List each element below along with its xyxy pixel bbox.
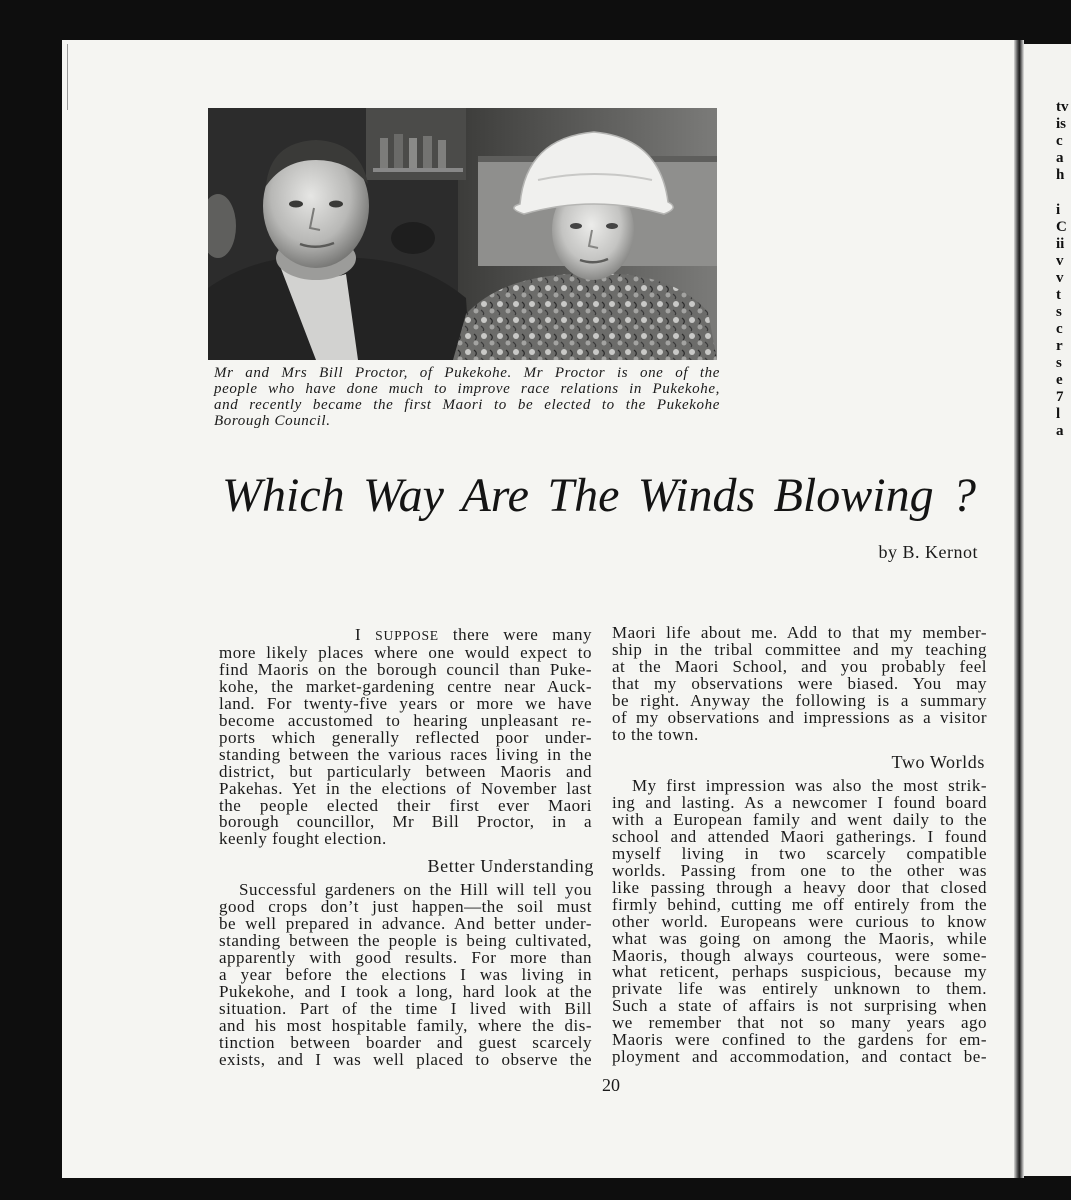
text-line: Maoris, though always courteous, were some- (612, 945, 987, 965)
text-line: district, but particularly between Maoris and (219, 761, 592, 781)
text-line: a year before the elections I was living in (219, 964, 592, 984)
lead-initial: I (355, 625, 362, 644)
fragment-text: C (1056, 219, 1067, 235)
text-line: the people elected their first ever Maori (219, 795, 592, 815)
binding-gutter (1014, 40, 1024, 1178)
text-line: standing between the people is being cultivated, (219, 930, 592, 950)
fragment-text: h (1056, 167, 1065, 183)
text-line: apparently with good results. For more than (219, 947, 592, 967)
photo-caption (214, 365, 720, 429)
text-line: we remember that not so many years ago (612, 1013, 987, 1033)
text-line: ports which generally reflected poor under- (219, 727, 592, 747)
caption-line: people who have done much to improve race relations in Pukekohe, (214, 381, 720, 397)
text-line: Pakehas. Yet in the elections of November last (219, 778, 592, 798)
caption-line: Mr and Mrs Bill Proctor, of Pukekohe. Mr Proctor is one of the (214, 365, 720, 381)
text-line: good crops don’t just happen—the soil must (219, 896, 592, 916)
fragment-text: 7 (1056, 389, 1064, 405)
text-line: Maoris were confined to the gardens for em- (612, 1030, 987, 1050)
adjacent-page-text-group-1 (1056, 99, 1071, 184)
fragment-text: l (1056, 406, 1061, 422)
text-line: exists, and I was well placed to observe the (219, 1049, 592, 1069)
fragment-text: t (1056, 287, 1061, 303)
fragment-text: tv (1056, 99, 1069, 115)
text-line: firmly behind, cutting me off entirely from the (612, 894, 987, 914)
text-line: worlds. Passing from one to the other was (612, 860, 987, 880)
text-line: ployment and accommodation, and contact be- (612, 1047, 987, 1067)
fragment-text: a (1056, 150, 1064, 166)
text-line: borough councillor, Mr Bill Proctor, in a (219, 812, 592, 832)
text-line: Pukekohe, and I took a long, hard look at the (219, 981, 592, 1001)
adjacent-page-text-group-2 (1056, 202, 1071, 440)
text-line: find Maoris on the borough council than Puke- (219, 659, 592, 679)
fragment-text: r (1056, 338, 1063, 354)
text-line: to the town. (612, 724, 699, 744)
article-byline: by B. Kernot (878, 542, 978, 562)
text-line: My first impression was also the most strik- (632, 776, 987, 795)
fragment-text: v (1056, 253, 1064, 269)
text-line: ing and lasting. As a newcomer I found board (612, 792, 987, 812)
text-line: private life was entirely unknown to them. (612, 979, 987, 999)
text-line: like passing through a heavy door that closed (612, 877, 987, 897)
fragment-text: e (1056, 372, 1063, 388)
page-edge-crease (67, 44, 68, 110)
fragment-text: s (1056, 355, 1062, 371)
left-column-paragraph-1 (219, 627, 592, 848)
text-line: land. For twenty-five years or more we have (219, 693, 592, 713)
text-line: be well prepared in advance. And better under- (219, 913, 592, 933)
text-line: school and attended Maori gatherings. I found (612, 826, 987, 846)
text-line: kohe, the market-gardening centre near Auck- (219, 676, 592, 696)
subheading-better-understanding: Better Understanding (427, 856, 594, 876)
text-line: with a European family and went daily to the (612, 809, 987, 829)
text-line: that my observations were biased. You may (612, 673, 987, 693)
left-column-paragraph-2 (219, 882, 592, 1068)
text-line: what was going on among the Maoris, while (612, 928, 987, 948)
text-line: and his most hospitable family, where the dis- (219, 1015, 592, 1035)
photo-mr-mrs-proctor (208, 108, 717, 360)
text-line: Maori life about me. Add to that my member- (612, 623, 987, 642)
text-line: keenly fought election. (219, 829, 387, 849)
subheading-two-worlds: Two Worlds (891, 752, 985, 772)
fragment-text: c (1056, 321, 1063, 337)
fragment-text: a (1056, 423, 1064, 439)
lead-rest: there were many (452, 625, 593, 644)
text-line: at the Maori School, and you probably feel (612, 656, 987, 676)
text-line: be right. Anyway the following is a summary (612, 690, 987, 710)
fragment-text: ii (1056, 236, 1065, 252)
fragment-text: c (1056, 133, 1063, 149)
right-column-paragraph-1 (612, 625, 987, 744)
text-line: situation. Part of the time I lived with Bill (219, 998, 592, 1018)
text-line: ship in the tribal committee and my teaching (612, 639, 987, 659)
fragment-text: i (1056, 202, 1061, 218)
caption-line: Borough Council. (214, 413, 331, 429)
page-number: 20 (602, 1075, 620, 1095)
fragment-text: v (1056, 270, 1064, 286)
text-line: more likely places where one would expect to (219, 642, 592, 662)
caption-line: and recently became the first Maori to be elected to the Pukekohe (214, 397, 720, 413)
text-line: of my observations and impressions as a visitor (612, 707, 987, 727)
fragment-text: s (1056, 304, 1062, 320)
text-line: Such a state of affairs is not surprising when (612, 996, 987, 1016)
text-line: tinction between boarder and guest scarcely (219, 1032, 592, 1052)
right-column-paragraph-2 (612, 778, 987, 1066)
article-title: Which Way Are The Winds Blowing ? (222, 469, 976, 522)
fragment-text: is (1056, 116, 1067, 132)
text-line: standing between the various races living in the (219, 744, 592, 764)
text-line: Successful gardeners on the Hill will tell you (239, 880, 592, 899)
text-line: become accustomed to hearing unpleasant re- (219, 710, 592, 730)
text-line: what reticent, perhaps suspicious, because my (612, 962, 987, 982)
text-line: other world. Europeans were curious to know (612, 911, 987, 931)
text-line: myself living in two scarcely compatible (612, 843, 987, 863)
lead-smallcaps-word: SUPPOSE (375, 628, 439, 643)
